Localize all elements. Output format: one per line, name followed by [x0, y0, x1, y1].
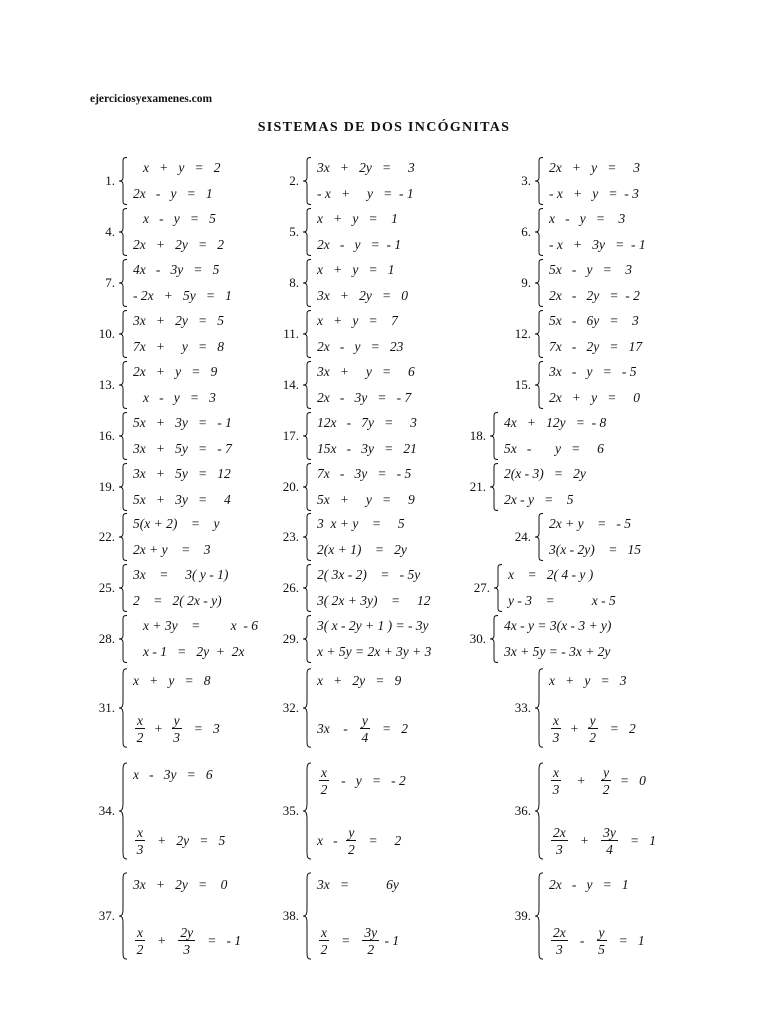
fraction-denominator: 2 — [602, 782, 610, 797]
problem-12 — [514, 310, 734, 358]
equation-term: = 2 — [599, 721, 636, 737]
equation-term: x + y = 8 — [133, 673, 211, 688]
equation: 3x + y = 6 — [317, 364, 415, 379]
equation-term: = 2 — [371, 721, 408, 737]
brace-icon — [302, 872, 312, 960]
brace-icon — [534, 157, 544, 205]
equation: x + 5y = 2x + 3y + 3 — [317, 644, 432, 659]
fraction-denominator: 3 — [556, 942, 563, 957]
problem-number: 15. — [514, 377, 531, 392]
fraction-numerator: y — [173, 712, 180, 728]
fraction-numerator: x — [137, 824, 143, 840]
brace-icon — [118, 564, 128, 612]
equation: 3(x - 2y) = 15 — [549, 542, 641, 557]
equation — [317, 764, 406, 798]
equation-term: = 1 — [619, 833, 656, 849]
equation-term: = 2 — [358, 833, 402, 849]
equation: 2x - y = 5 — [504, 492, 574, 507]
equation: 2(x - 3) = 2y — [504, 466, 586, 481]
equation: 3x + 2y = 3 — [317, 160, 415, 175]
equation-term: - y = - 2 — [331, 773, 406, 789]
brace-icon — [118, 412, 128, 460]
problem-number: 32. — [282, 700, 299, 715]
fraction — [135, 826, 145, 857]
equation: 3x + 2y = 0 — [317, 288, 408, 303]
fraction — [601, 826, 618, 857]
equation — [133, 824, 225, 858]
brace-icon — [534, 668, 544, 748]
problem-number: 28. — [98, 631, 115, 646]
brace-icon — [118, 762, 128, 860]
equation: 5x - y = 6 — [504, 441, 604, 456]
brace-icon — [302, 361, 312, 409]
equation — [133, 768, 213, 784]
equation: y - 3 = x - 5 — [508, 593, 616, 608]
equation: 2x - 3y = - 7 — [317, 390, 412, 405]
equation: 2x - y = - 1 — [317, 237, 402, 252]
fraction-denominator: 3 — [136, 842, 144, 857]
brace-icon — [534, 872, 544, 960]
equation — [317, 712, 408, 746]
equation: 2( 3x - 2) = - 5y — [317, 567, 421, 582]
equation: 7x + y = 8 — [133, 339, 224, 354]
brace-icon — [534, 762, 544, 860]
problem-number: 1. — [105, 173, 115, 188]
equation-term: + — [147, 721, 170, 737]
fraction-denominator: 5 — [598, 942, 605, 957]
equation-term: + — [563, 773, 600, 789]
problem-number: 24. — [514, 529, 531, 544]
fraction — [601, 766, 611, 797]
equation: 7x - 2y = 17 — [549, 339, 643, 354]
brace-icon — [302, 564, 312, 612]
equation — [317, 674, 401, 690]
equation: 5x + 3y = - 1 — [133, 415, 232, 430]
equation: x - y = 3 — [549, 211, 626, 226]
fraction — [319, 926, 329, 957]
equation: 3x + 5y = 12 — [133, 466, 231, 481]
brace-icon — [302, 762, 312, 860]
problem-number: 26. — [282, 580, 299, 595]
fraction-denominator: 2 — [136, 730, 144, 745]
equation-term: x + 2y = 9 — [317, 673, 402, 688]
problem-36 — [514, 762, 734, 860]
problem-number: 27. — [473, 580, 490, 595]
equation: x + y = 7 — [317, 313, 398, 328]
equation: 5(x + 2) = y — [133, 516, 220, 531]
fraction-numerator: x — [137, 712, 143, 728]
fraction-numerator: y — [348, 824, 355, 840]
equation — [549, 674, 626, 690]
brace-icon — [493, 564, 503, 612]
equation — [549, 712, 636, 746]
equation-term: + — [147, 933, 177, 949]
fraction-denominator: 3 — [552, 782, 560, 797]
brace-icon — [118, 157, 128, 205]
equation: 2x + 2y = 2 — [133, 237, 224, 252]
fraction-denominator: 4 — [361, 730, 369, 745]
equation: - 2x + 5y = 1 — [133, 288, 232, 303]
problem-number: 38. — [282, 908, 299, 923]
problem-number: 37. — [98, 908, 115, 923]
brace-icon — [489, 615, 499, 663]
fraction-numerator: y — [361, 712, 368, 728]
problem-number: 14. — [282, 377, 299, 392]
fraction-denominator: 3 — [173, 730, 180, 745]
fraction-numerator: 3y — [364, 924, 378, 940]
problem-4 — [105, 208, 318, 256]
brace-icon — [302, 208, 312, 256]
equation — [317, 924, 399, 958]
problem-number: 2. — [289, 173, 299, 188]
problem-24 — [514, 513, 734, 561]
fraction-numerator: y — [598, 924, 605, 940]
brace-icon — [534, 361, 544, 409]
equation — [549, 764, 646, 798]
problem-number: 23. — [282, 529, 299, 544]
problem-8 — [289, 259, 502, 307]
problem-3 — [521, 157, 734, 205]
equation: 2x - y = 1 — [133, 186, 213, 201]
problem-number: 34. — [98, 803, 115, 818]
equation — [549, 924, 645, 958]
equation: 2x - y = 23 — [317, 339, 404, 354]
equation: 5x + 3y = 4 — [133, 492, 231, 507]
equation: x + y = 2 — [143, 160, 221, 175]
fraction — [551, 714, 561, 745]
equation: 2 = 2( 2x - y) — [133, 593, 222, 608]
brace-icon — [302, 463, 312, 511]
fraction-denominator: 2 — [589, 730, 596, 745]
problem-number: 25. — [98, 580, 115, 595]
fraction-denominator: 2 — [320, 942, 328, 957]
equation: 3( x - 2y + 1 ) = - 3y — [317, 618, 429, 633]
equation-term: 2x - y = 1 — [549, 877, 629, 892]
fraction-numerator: 2x — [553, 824, 566, 840]
brace-icon — [302, 412, 312, 460]
brace-icon — [118, 668, 128, 748]
fraction — [360, 714, 370, 745]
problem-number: 12. — [514, 326, 531, 341]
problem-9 — [521, 259, 734, 307]
fraction — [551, 826, 568, 857]
fraction-numerator: 3y — [603, 824, 616, 840]
equation-term: = 0 — [613, 773, 646, 789]
equation: 3x = 3( y - 1) — [133, 567, 229, 582]
problem-39 — [514, 872, 734, 960]
fraction-numerator: x — [553, 712, 559, 728]
equation-term: + 2y = 5 — [147, 833, 226, 849]
equation-term: x + y = 3 — [549, 673, 627, 688]
brace-icon — [118, 208, 128, 256]
equation — [133, 924, 241, 958]
equation: 2x + y = - 5 — [549, 516, 631, 531]
equation: 7x - 3y = - 5 — [317, 466, 412, 481]
equation-term: 3x - — [317, 721, 358, 737]
brace-icon — [118, 463, 128, 511]
equation: 5x - y = 3 — [549, 262, 632, 277]
equation: 3x + 2y = 5 — [133, 313, 224, 328]
equation-term: = 1 — [608, 933, 645, 949]
problem-number: 13. — [98, 377, 115, 392]
problem-number: 7. — [105, 275, 115, 290]
equation: - x + y = - 3 — [549, 186, 639, 201]
fraction — [597, 926, 607, 957]
problem-number: 30. — [469, 631, 486, 646]
fraction-numerator: y — [589, 712, 596, 728]
problem-number: 35. — [282, 803, 299, 818]
equation: 3x - y = - 5 — [549, 364, 637, 379]
problem-2 — [289, 157, 502, 205]
fraction — [135, 926, 145, 957]
brace-icon — [118, 615, 128, 663]
fraction — [346, 826, 356, 857]
problem-number: 6. — [521, 224, 531, 239]
problem-number: 20. — [282, 479, 299, 494]
equation: 2x + y = 0 — [549, 390, 640, 405]
fraction — [135, 714, 145, 745]
problem-number: 21. — [469, 479, 486, 494]
problem-38 — [282, 872, 502, 960]
equation: 4x + 12y = - 8 — [504, 415, 607, 430]
problem-23 — [282, 513, 502, 561]
problem-number: 4. — [105, 224, 115, 239]
problem-15 — [514, 361, 734, 409]
problem-11 — [283, 310, 502, 358]
problem-21 — [469, 463, 689, 511]
brace-icon — [302, 615, 312, 663]
equation: 3 x + y = 5 — [317, 516, 405, 531]
equation-term: 3x = 6y — [317, 877, 399, 892]
equation: 3x + 5y = - 7 — [133, 441, 232, 456]
fraction-numerator: x — [137, 924, 143, 940]
brace-icon — [118, 259, 128, 307]
equation: 5x - 6y = 3 — [549, 313, 639, 328]
brace-icon — [489, 412, 499, 460]
fraction — [551, 926, 568, 957]
brace-icon — [302, 157, 312, 205]
brace-icon — [302, 259, 312, 307]
equation-term: = 3 — [183, 721, 220, 737]
equation: - x + 3y = - 1 — [549, 237, 646, 252]
equation-term: + — [563, 721, 586, 737]
problem-18 — [469, 412, 689, 460]
fraction-numerator: x — [321, 764, 327, 780]
equation — [133, 674, 210, 690]
problem-14 — [282, 361, 502, 409]
fraction-numerator: 2x — [553, 924, 566, 940]
problem-number: 8. — [289, 275, 299, 290]
equation: x + 3y = x - 6 — [143, 618, 258, 633]
equation — [317, 878, 399, 894]
fraction — [362, 926, 379, 957]
fraction — [588, 714, 598, 745]
brace-icon — [118, 872, 128, 960]
equation-term: x - — [317, 833, 345, 849]
problem-1 — [105, 157, 318, 205]
equation: 3x + 5y = - 3x + 2y — [504, 644, 611, 659]
fraction-numerator: y — [603, 764, 610, 780]
problem-number: 10. — [98, 326, 115, 341]
brace-icon — [302, 513, 312, 561]
problem-number: 17. — [282, 428, 299, 443]
equation: x - y = 5 — [143, 211, 216, 226]
equation: 4x - y = 3(x - 3 + y) — [504, 618, 612, 633]
equation: 4x - 3y = 5 — [133, 262, 220, 277]
problem-number: 18. — [469, 428, 486, 443]
brace-icon — [534, 310, 544, 358]
fraction — [551, 766, 561, 797]
problem-30 — [469, 615, 689, 663]
equation-term: = — [331, 933, 361, 949]
fraction-denominator: 2 — [367, 942, 375, 957]
problem-number: 22. — [98, 529, 115, 544]
brace-icon — [534, 259, 544, 307]
problem-5 — [289, 208, 502, 256]
fraction-denominator: 4 — [606, 842, 613, 857]
equation — [317, 824, 401, 858]
problem-number: 33. — [514, 700, 531, 715]
brace-icon — [489, 463, 499, 511]
brace-icon — [302, 310, 312, 358]
equation — [549, 824, 656, 858]
fraction-denominator: 3 — [552, 730, 560, 745]
equation: 2x + y = 9 — [133, 364, 218, 379]
equation: 15x - 3y = 21 — [317, 441, 417, 456]
problem-number: 39. — [514, 908, 531, 923]
problem-35 — [282, 762, 502, 860]
problem-number: 31. — [98, 700, 115, 715]
fraction — [319, 766, 329, 797]
fraction-denominator: 3 — [183, 942, 191, 957]
page-title: SISTEMAS DE DOS INCÓGNITAS — [257, 120, 511, 135]
fraction — [178, 926, 195, 957]
problem-6 — [521, 208, 734, 256]
brace-icon — [534, 513, 544, 561]
equation: 2(x + 1) = 2y — [317, 542, 407, 557]
fraction-numerator: 2y — [180, 924, 194, 940]
problem-32 — [282, 668, 502, 748]
equation: x + y = 1 — [317, 262, 395, 277]
equation — [133, 712, 220, 746]
problem-number: 11. — [283, 326, 299, 341]
equation: 12x - 7y = 3 — [317, 415, 417, 430]
problem-number: 3. — [521, 173, 531, 188]
problem-number: 9. — [521, 275, 531, 290]
equation: 2x + y = 3 — [549, 160, 640, 175]
equation: 2x + y = 3 — [133, 542, 211, 557]
fraction — [172, 714, 182, 745]
equation: 2x - 2y = - 2 — [549, 288, 640, 303]
problem-27 — [473, 564, 693, 612]
fraction-denominator: 3 — [556, 842, 563, 857]
equation — [133, 878, 227, 894]
equation: - x + y = - 1 — [317, 186, 414, 201]
fraction-denominator: 2 — [136, 942, 144, 957]
equation-term: x - 3y = 6 — [133, 767, 213, 782]
problem-number: 5. — [289, 224, 299, 239]
equation-term: = - 1 — [197, 933, 242, 949]
fraction-denominator: 2 — [348, 842, 355, 857]
equation: 5x + y = 9 — [317, 492, 415, 507]
brace-icon — [118, 361, 128, 409]
equation: x - 1 = 2y + 2x — [143, 644, 245, 659]
brace-icon — [302, 668, 312, 748]
equation — [549, 878, 629, 894]
problem-number: 19. — [98, 479, 115, 494]
fraction-numerator: x — [321, 924, 327, 940]
problem-number: 16. — [98, 428, 115, 443]
brace-icon — [118, 310, 128, 358]
problem-number: 29. — [282, 631, 299, 646]
problem-7 — [105, 259, 318, 307]
equation: 3( 2x + 3y) = 12 — [317, 593, 431, 608]
fraction-denominator: 2 — [320, 782, 328, 797]
problem-26 — [282, 564, 502, 612]
fraction-numerator: x — [553, 764, 559, 780]
problem-33 — [514, 668, 734, 748]
brace-icon — [534, 208, 544, 256]
site-name: ejerciciosyexamenes.com — [90, 93, 213, 105]
equation: x - y = 3 — [143, 390, 216, 405]
problem-number: 36. — [514, 803, 531, 818]
brace-icon — [118, 513, 128, 561]
equation-term: - — [569, 933, 595, 949]
equation-term: + — [569, 833, 600, 849]
equation-term: - 1 — [381, 933, 400, 949]
equation-term: 3x + 2y = 0 — [133, 877, 228, 892]
equation: x = 2( 4 - y ) — [508, 567, 594, 582]
equation: x + y = 1 — [317, 211, 398, 226]
